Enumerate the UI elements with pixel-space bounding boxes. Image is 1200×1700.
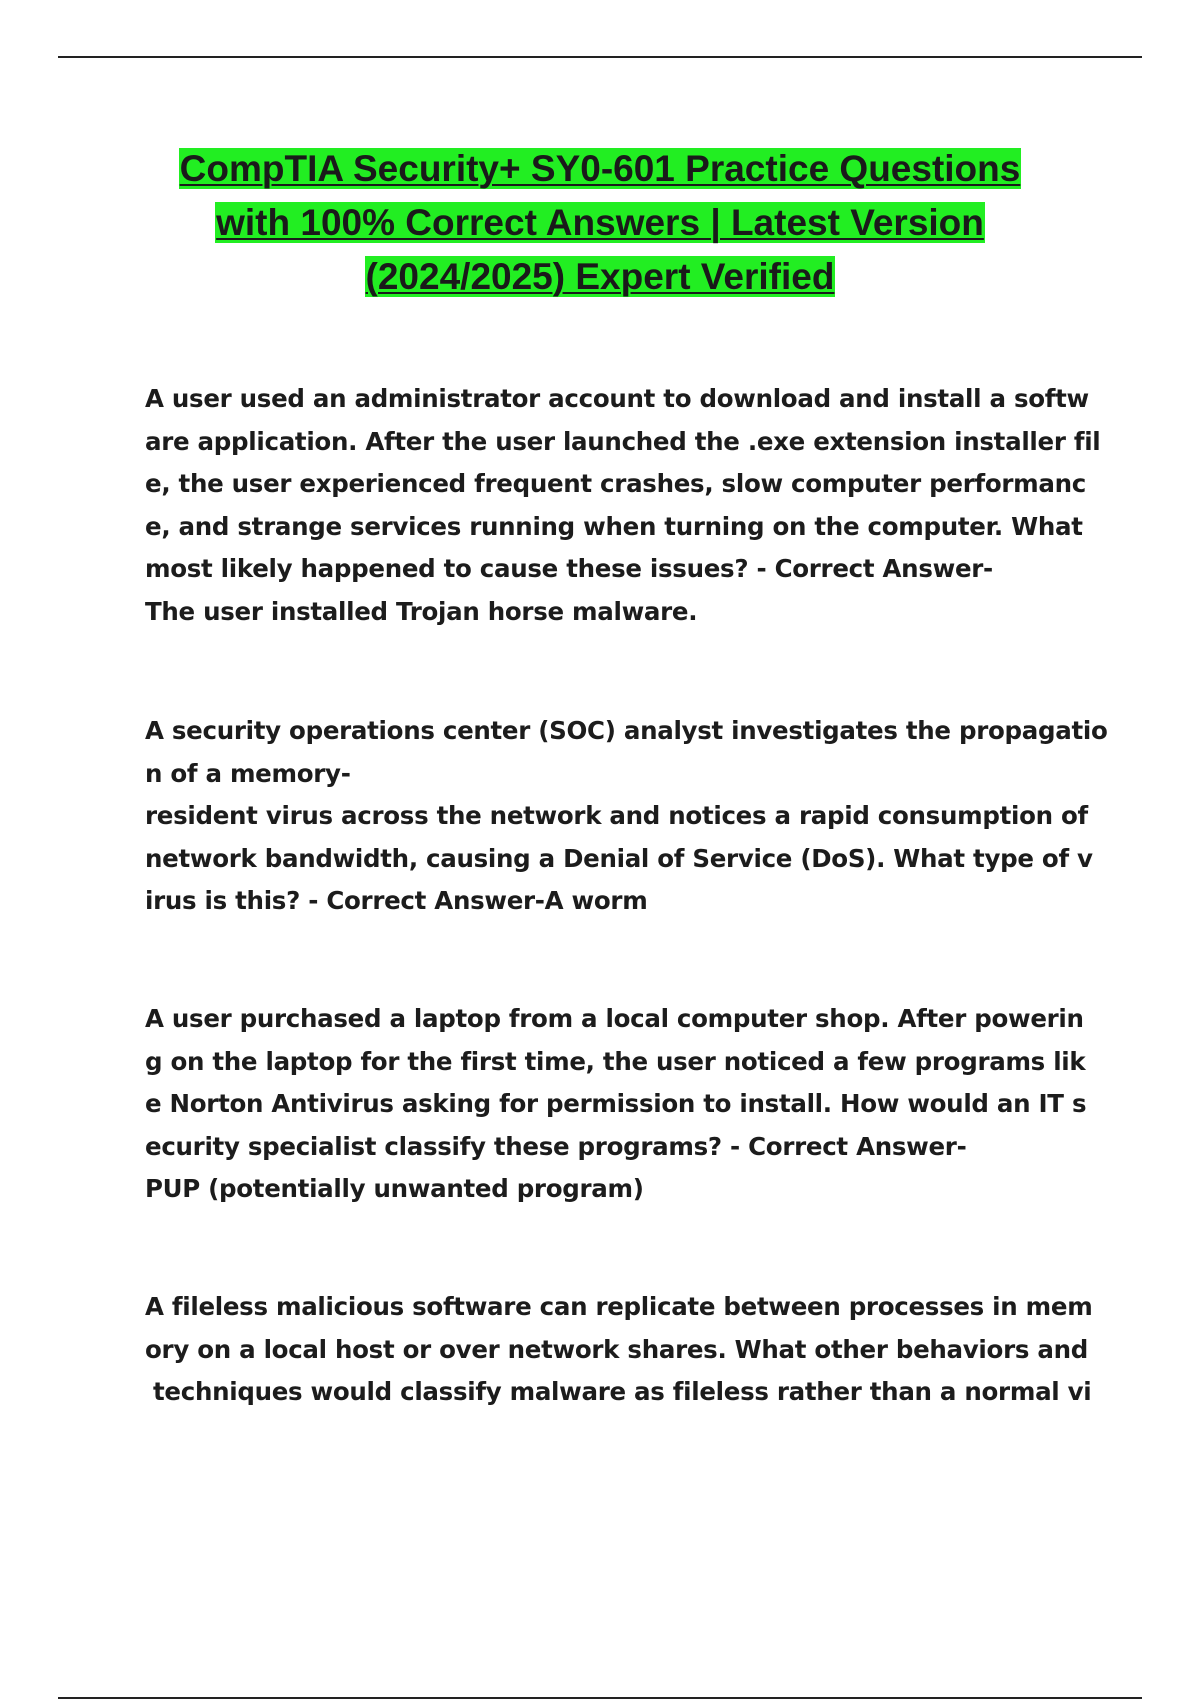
top-rule	[58, 56, 1142, 58]
qa-line: techniques would classify malware as fileless rather than a normal vi	[153, 1377, 1092, 1406]
document-title	[120, 142, 1080, 304]
qa-line: are application. After the user launched the .exe extension installer fil	[145, 426, 1101, 456]
qa-entry	[145, 1286, 1095, 1414]
qa-entry	[145, 710, 1108, 923]
qa-answer-line: irus is this? - Correct Answer-A worm	[145, 886, 648, 915]
title-line-1: CompTIA Security+ SY0-601 Practice Questions	[179, 148, 1021, 189]
qa-line: A security operations center (SOC) analyst investigates the propagatio	[145, 716, 1108, 745]
qa-line: e, the user experienced frequent crashes, slow computer performanc	[145, 469, 1086, 498]
qa-entry	[145, 998, 1095, 1211]
qa-line: n of a memory-	[145, 758, 351, 788]
qa-line: A user used an administrator account to download and install a softw	[145, 384, 1089, 413]
qa-line: most likely happened to cause these issues? - Correct Answer-	[145, 554, 993, 583]
qa-line: A user purchased a laptop from a local computer shop. After powerin	[145, 1004, 1084, 1033]
qa-line: network bandwidth, causing a Denial of Service (DoS). What type of v	[145, 843, 1093, 873]
qa-line: ory on a local host or over network shares. What other behaviors and	[145, 1334, 1088, 1364]
qa-entry	[145, 378, 1101, 633]
qa-line: resident virus across the network and notices a rapid consumption of	[145, 801, 1088, 830]
bottom-rule	[58, 1697, 1142, 1699]
title-line-3: (2024/2025) Expert Verified	[365, 256, 835, 297]
qa-line: e Norton Antivirus asking for permission to install. How would an IT s	[145, 1089, 1087, 1118]
qa-line: g on the laptop for the first time, the user noticed a few programs lik	[145, 1046, 1086, 1076]
qa-line: e, and strange services running when turning on the computer. What	[145, 511, 1083, 541]
title-line-2: with 100% Correct Answers | Latest Version	[216, 202, 984, 243]
qa-line: ecurity specialist classify these programs? - Correct Answer-	[145, 1131, 967, 1161]
qa-answer-line: PUP (potentially unwanted program)	[145, 1174, 644, 1203]
qa-line: A fileless malicious software can replicate between processes in mem	[145, 1292, 1093, 1321]
qa-answer-line: The user installed Trojan horse malware.	[145, 596, 698, 626]
